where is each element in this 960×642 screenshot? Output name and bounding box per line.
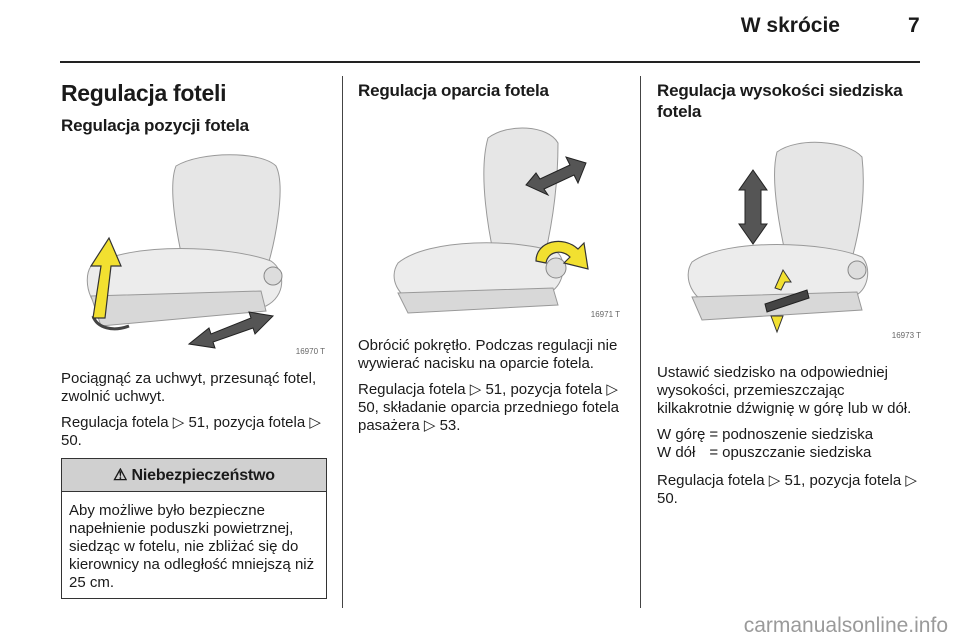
header-divider	[60, 61, 920, 63]
figure-number: 16970 T	[295, 347, 325, 356]
seat-height-illustration	[657, 132, 923, 342]
instruction-text: Pociągnąć za uchwyt, przesunąć fotel, zwolnić uchwyt.	[61, 370, 317, 405]
lever-down-arrow-icon	[771, 316, 783, 332]
reference-text: Regulacja fotela ▷ 51, pozycja fotela ▷ 50, składanie oparcia przedniego fotela pasażera ▷ 53.	[358, 381, 620, 434]
column-seat-height	[657, 70, 923, 516]
watermark: carmanualsonline.info	[743, 614, 948, 637]
warning-box	[61, 458, 327, 599]
column-seat-position	[61, 70, 327, 599]
warning-icon: ⚠	[113, 467, 128, 484]
table-row	[657, 426, 877, 444]
warning-title: Niebezpieczeństwo	[131, 467, 275, 484]
column-divider-1	[342, 76, 343, 608]
column-backrest	[358, 70, 624, 443]
section-heading: Regulacja foteli	[61, 80, 227, 106]
seat-height-drawing	[657, 132, 923, 342]
subsection-heading: Regulacja pozycji fotela	[61, 116, 249, 135]
backrest-drawing	[358, 113, 622, 321]
direction-sep: =	[709, 426, 719, 443]
instruction-text: Ustawić siedzisko na odpowiedniej wysokości, przemieszczając kilkakrotnie dźwignię w górę lub w dół.	[657, 364, 912, 417]
direction-key: W dół	[657, 444, 696, 461]
page-number: 7	[908, 14, 920, 37]
direction-value: opuszczanie siedziska	[722, 444, 872, 461]
column-divider-2	[640, 76, 641, 608]
reference-text: Regulacja fotela ▷ 51, pozycja fotela ▷ 50.	[61, 414, 321, 449]
header-title: W skrócie	[740, 14, 840, 37]
direction-sep: =	[709, 444, 719, 461]
slide-arrow-icon	[189, 312, 273, 348]
seat-position-drawing	[61, 146, 327, 358]
figure-number: 16973 T	[891, 331, 921, 340]
warning-header	[62, 459, 326, 492]
section-heading: Regulacja oparcia fotela	[358, 81, 549, 100]
warning-text: Aby możliwe było bezpieczne napełnienie poduszki powietrznej, siedząc w fotelu, nie zbliżać się do kierownicy na odległość mniejszą niż 25 cm.	[69, 502, 315, 591]
reference-text: Regulacja fotela ▷ 51, pozycja fotela ▷ 50.	[657, 472, 917, 507]
table-row	[657, 444, 877, 462]
backrest-illustration	[358, 113, 622, 321]
figure-number: 16971 T	[590, 310, 620, 319]
direction-table	[657, 426, 877, 462]
direction-value: podnoszenie siedziska	[722, 426, 874, 443]
seat-position-illustration	[61, 146, 327, 358]
direction-key: W górę	[657, 426, 706, 443]
instruction-text: Obrócić pokrętło. Podczas regulacji nie wywierać nacisku na oparcie fotela.	[358, 337, 618, 372]
section-heading: Regulacja wysokości siedziska fotela	[657, 81, 903, 121]
up-down-arrow-icon	[739, 170, 767, 244]
